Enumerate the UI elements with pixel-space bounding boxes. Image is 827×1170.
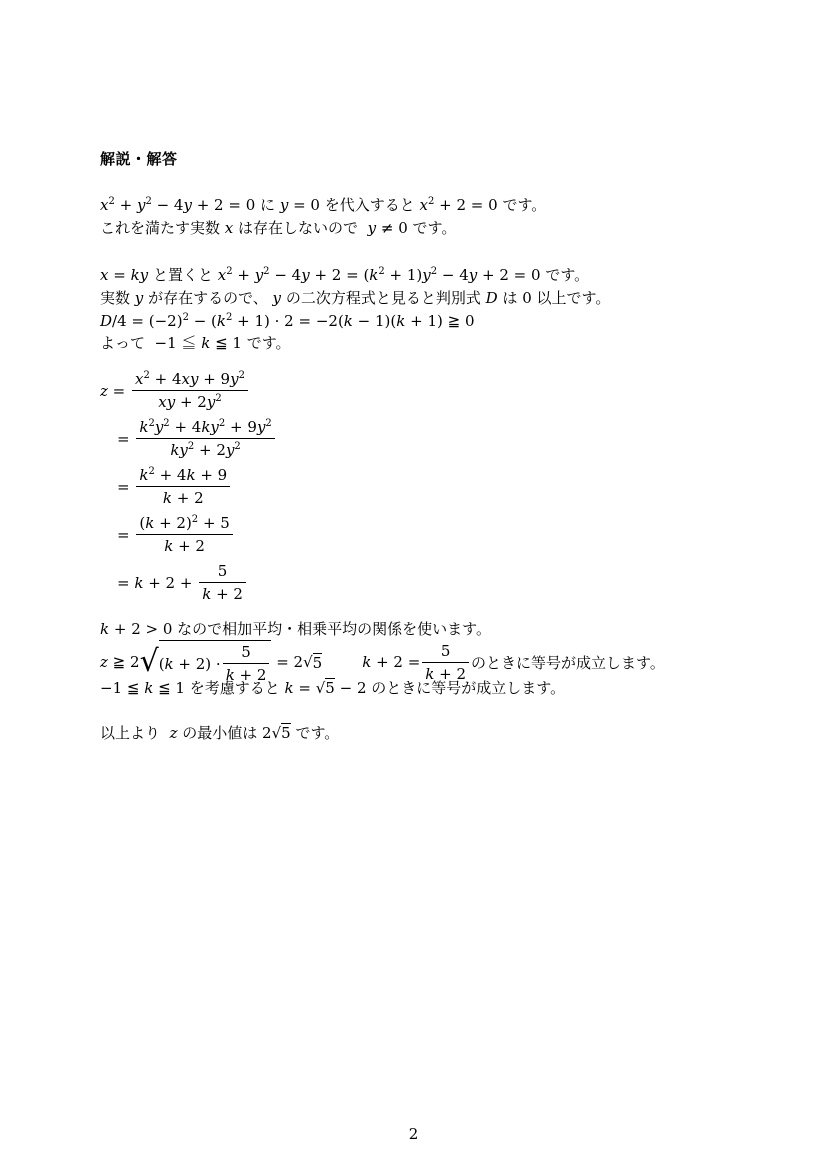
text-fragment: のときに等号が成立します。: [371, 679, 566, 697]
text-fragment: を考慮すると: [189, 679, 280, 697]
equation-z-step3: = $\frac{k^2 + 4k + 9}{k + 2}$: [117, 466, 232, 507]
line-equality-condition: −1 ≦ k ≦ 1 を考慮すると k = √5 − 2 のときに等号が成立します。: [100, 679, 566, 697]
line-discriminant-formula: $D/4 = (-2)^2 - (k^2 + 1) \cdot 2 = -2(k - 1)(k + 1)$ ≧ 0: [100, 312, 475, 330]
line-discriminant-intro: 実数 y が存在するので、 y の二次方程式と見ると判別式 D は 0 以上です。: [100, 289, 611, 307]
page-number: 2: [408, 1125, 419, 1143]
line-substitute-y0: $x^2 + y^2 - 4y + 2 = 0$ に y = 0 を代入すると $x^2 + 2 = 0$ です。: [100, 196, 547, 214]
text-fragment: です。: [246, 334, 291, 352]
line-am-gm-inequality: z ≧ 2 √ ( k + 2) · $\frac{5}{k + 2}$ = 2√ 5 k + 2 = $\frac{5}{k + 2}$ のときに等号が成立します。: [100, 641, 665, 684]
text-fragment: の最小値は: [182, 724, 258, 742]
text-fragment: です。: [545, 266, 590, 284]
equation-z-step2: = $\frac{k^2y^2 + 4ky^2 + 9y^2}{ky^2 + 2y^2}$: [117, 418, 277, 459]
line-y-nonzero: これを満たす実数 x は存在しないので y ≠ 0 です。: [100, 219, 457, 237]
text-fragment: を代入すると: [324, 196, 415, 214]
text-fragment: に: [260, 196, 276, 214]
text-fragment: は: [502, 289, 518, 307]
equation-z-step4: = $\frac{(k + 2)^2 + 5}{k + 2}$: [117, 514, 235, 555]
text-fragment: です。: [502, 196, 547, 214]
equation-z-step5: = k + 2 + $\frac{5}{k + 2}$: [117, 562, 248, 603]
text-fragment: と置くと: [152, 266, 213, 284]
text-fragment: よって: [100, 334, 146, 352]
equation-z-step1: z = $\frac{x^2 + 4xy + 9y^2}{xy + 2y^2}$: [100, 370, 250, 411]
line-k-range: よって −1 ≦ k ≦ 1 です。: [100, 334, 291, 352]
text-fragment: なので相加平均・相乗平均の関係を使います。: [177, 620, 491, 638]
line-set-x-ky: x = ky と置くと $x^2 + y^2 - 4y + 2 = (k^2 + 1)y^2 - 4y + 2 = 0$ です。: [100, 266, 590, 284]
line-am-gm-intro: k + 2 > 0 なので相加平均・相乗平均の関係を使います。: [100, 620, 491, 638]
section-heading: 解説・解答: [100, 150, 178, 168]
text-fragment: 以上です。: [536, 289, 611, 307]
text-fragment: が存在するので、: [148, 289, 268, 307]
line-conclusion: 以上より z の最小値は 2√5 です。: [100, 724, 340, 742]
text-fragment: 以上より: [100, 724, 161, 742]
text-fragment: のときに等号が成立します。: [471, 653, 665, 672]
text-fragment: です。: [295, 724, 340, 742]
text-fragment: 実数: [100, 289, 131, 307]
text-fragment: これを満たす実数: [100, 219, 221, 237]
text-fragment: の二次方程式と見ると判別式: [285, 289, 481, 307]
text-fragment: は存在しないので: [238, 219, 359, 237]
text-fragment: です。: [412, 219, 457, 237]
